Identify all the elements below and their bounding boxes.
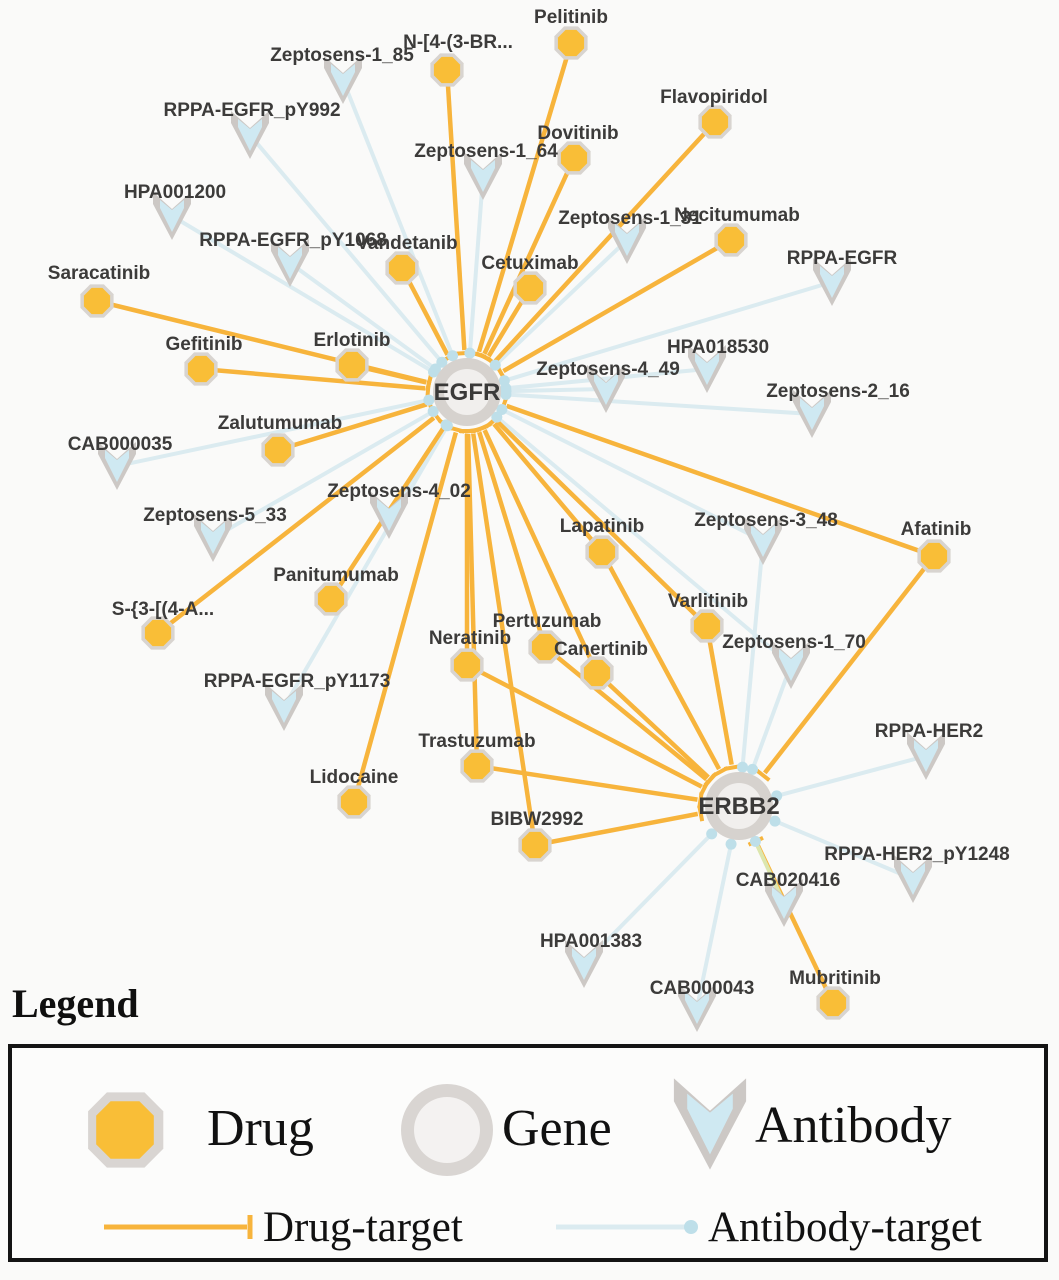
drug-label-flavopiridol: Flavopiridol xyxy=(660,87,768,108)
legend-title: Legend xyxy=(12,981,139,1026)
legend-antibody-target-edge xyxy=(556,1220,698,1234)
antibody-label-rppa-her2-py1248: RPPA-HER2_pY1248 xyxy=(824,844,1010,865)
antibody-label-hpa001383: HPA001383 xyxy=(539,931,643,952)
legend-label-gene: Gene xyxy=(502,1100,612,1157)
drug-label-n-4-3-br: N-[4-(3-BR... xyxy=(403,32,513,53)
drug-label-zalutumumab: Zalutumumab xyxy=(217,413,343,434)
antibody-label-rppa-her2: RPPA-HER2 xyxy=(874,721,984,742)
legend-drug-target-edge xyxy=(104,1215,250,1239)
legend-label-drug: Drug xyxy=(207,1100,314,1157)
legend-gene-icon xyxy=(401,1084,493,1176)
drug-label-cetuximab: Cetuximab xyxy=(481,253,579,274)
drug-label-saracatinib: Saracatinib xyxy=(47,263,151,284)
legend-label-antibody-target: Antibody-target xyxy=(708,1204,982,1251)
drug-label-pertuzumab: Pertuzumab xyxy=(492,611,602,632)
drug-label-erlotinib: Erlotinib xyxy=(313,330,391,351)
antibody-label-zeptosens-2-16: Zeptosens-2_16 xyxy=(766,381,910,402)
drug-label-canertinib: Canertinib xyxy=(554,639,648,660)
antibody-label-rppa-egfr-py1173: RPPA-EGFR_pY1173 xyxy=(203,671,391,692)
drug-label-gefitinib: Gefitinib xyxy=(165,334,243,355)
drug-label-panitumumab: Panitumumab xyxy=(273,565,399,586)
drug-label-varlitinib: Varlitinib xyxy=(667,591,749,612)
drug-label-bibw2992: BIBW2992 xyxy=(490,809,584,830)
drug-label-s-3-4-a: S-{3-[(4-A... xyxy=(111,599,215,620)
antibody-label-cab000035: CAB000035 xyxy=(67,434,173,455)
drug-label-vandetanib: Vandetanib xyxy=(356,233,458,254)
antibody-label-zeptosens-1-70: Zeptosens-1_70 xyxy=(722,632,866,653)
gene-label-egfr: EGFR xyxy=(433,379,501,406)
antibody-label-zeptosens-4-49: Zeptosens-4_49 xyxy=(536,359,680,380)
drug-label-afatinib: Afatinib xyxy=(900,519,972,540)
antibody-label-rppa-egfr: RPPA-EGFR xyxy=(786,248,898,269)
legend-drug-icon xyxy=(88,1092,163,1167)
drug-label-dovitinib: Dovitinib xyxy=(537,123,619,144)
drug-label-lidocaine: Lidocaine xyxy=(309,767,399,788)
antibody-label-rppa-egfr-py992: RPPA-EGFR_pY992 xyxy=(163,100,341,121)
gene-label-erbb2: ERBB2 xyxy=(698,793,780,820)
drug-label-pelitinib: Pelitinib xyxy=(534,7,608,28)
antibody-label-zeptosens-5-33: Zeptosens-5_33 xyxy=(143,505,287,526)
drug-label-necitumumab: Necitumumab xyxy=(674,205,800,226)
legend-label-drug-target: Drug-target xyxy=(263,1204,463,1251)
drug-label-trastuzumab: Trastuzumab xyxy=(418,731,536,752)
antibody-label-zeptosens-3-48: Zeptosens-3_48 xyxy=(694,510,838,531)
drug-label-lapatinib: Lapatinib xyxy=(559,516,645,537)
antibody-label-cab020416: CAB020416 xyxy=(735,870,841,891)
drug-label-mubritinib: Mubritinib xyxy=(789,968,881,989)
antibody-label-zeptosens-4-02: Zeptosens-4_02 xyxy=(327,481,471,502)
antibody-label-hpa001200: HPA001200 xyxy=(123,182,227,203)
legend-antibody-icon xyxy=(674,1078,746,1169)
antibody-label-zeptosens-1-31: Zeptosens-1_31 xyxy=(558,208,702,229)
antibody-label-zeptosens-1-64: Zeptosens-1_64 xyxy=(414,141,558,162)
antibody-label-hpa018530: HPA018530 xyxy=(666,337,770,358)
legend-label-antibody: Antibody xyxy=(755,1097,952,1154)
antibody-label-cab000043: CAB000043 xyxy=(649,978,755,999)
drug-label-neratinib: Neratinib xyxy=(428,628,512,649)
antibody-label-rppa-egfr-py1068: RPPA-EGFR_pY1068 xyxy=(199,230,387,251)
antibody-label-zeptosens-1-85: Zeptosens-1_85 xyxy=(270,45,414,66)
